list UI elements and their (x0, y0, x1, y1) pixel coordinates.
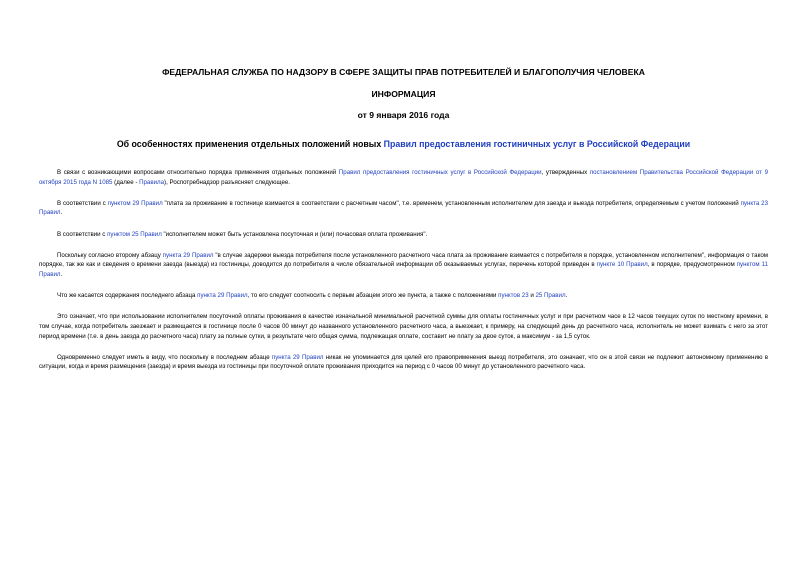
paragraph-text: В соответствии с (57, 230, 108, 238)
government-decree-link[interactable]: постановлением Правительства Российской Федерации от 9 октября 2015 года N 1085 (39, 169, 768, 186)
paragraph-6 (39, 312, 768, 341)
document-title (39, 138, 768, 150)
title-rules-link[interactable]: Правил предоставления гостиничных услуг в Российской Федерации (383, 139, 691, 149)
paragraph-text: В связи с возникающими вопросами относительно порядка применения отдельных положений (57, 169, 339, 176)
clause-29-link[interactable]: пункта 29 Правил (162, 251, 214, 259)
paragraph-text: "плата за проживание в гостинице взимается в соответствии с расчетным часом", т.е. временем, установленным исполнителем для заезда и выезда потребителя, определяемым с учетом положений (162, 199, 741, 207)
clause-25-link[interactable]: пунктом 25 Правил (107, 230, 162, 238)
document-date: от 9 января 2016 года (357, 110, 450, 120)
paragraph-5 (39, 291, 768, 301)
clause-11-link[interactable]: пунктом 11 Правил (39, 261, 768, 278)
paragraph-text: "исполнителем может быть установлена посуточная и (или) почасовая оплата проживания". (161, 230, 428, 238)
agency-heading: ФЕДЕРАЛЬНАЯ СЛУЖБА ПО НАДЗОРУ В СФЕРЕ ЗАЩИТЫ ПРАВ ПОТРЕБИТЕЛЕЙ И БЛАГОПОЛУЧИЯ ЧЕЛОВЕКА (162, 67, 645, 77)
paragraph-7 (39, 353, 768, 372)
clause-29-link[interactable]: пункта 29 Правил (197, 292, 248, 300)
paragraph-text: (далее - (112, 178, 140, 186)
paragraph-text: Что же касается содержания последнего абзаца (57, 292, 198, 300)
document-type-heading: ИНФОРМАЦИЯ (371, 89, 436, 99)
paragraph-text: ), Роспотребнадзор разъясняет следующее. (164, 178, 290, 186)
clause-23-link[interactable]: пункта 23 Правил (39, 199, 768, 217)
paragraph-text: , то его следует соотносить с первым абзацем этого же пункта, а также с положениями (247, 292, 499, 300)
paragraph-text: . (565, 292, 568, 300)
paragraph-text: . (60, 270, 63, 278)
clause-29-link[interactable]: пункта 29 Правил (271, 353, 324, 361)
paragraph-text: и (528, 292, 536, 300)
rules-link[interactable]: Правил предоставления гостиничных услуг в Российской Федерации (338, 169, 542, 176)
paragraph-text: Одновременно следует иметь в виду, что поскольку в последнем абзаце (57, 353, 272, 361)
paragraph-text: Поскольку согласно второму абзацу (57, 251, 163, 259)
paragraph-4 (39, 251, 768, 280)
paragraph-text: никак не упоминается для целей его правоприменения выезд потребителя, это означает, что он в этой связи не подлежит автономному применению в ситуации, когда и время размещения (заезда) и время выезда из гостиницы при посуточной оплате проживания приходится на период с 0 часов 00 минут до установленного расчетного часа. (39, 353, 768, 371)
clause-23-link[interactable]: пунктов 23 (498, 292, 529, 300)
clause-10-link[interactable]: пункте 10 Правил (596, 261, 648, 269)
paragraph-text: , в порядке, предусмотренном (647, 261, 737, 269)
paragraph-text: В соответствии с (57, 199, 108, 207)
paragraph-text: . (60, 209, 63, 217)
title-prefix: Об особенностях применения отдельных положений новых (116, 139, 384, 149)
paragraph-text: Это означает, что при использовании исполнителем посуточной оплаты проживания в качестве изначальной минимальной расчетной суммы для оплаты гостиничных услуг и при расчетном часе в 12 часов текущих суток по местному времени, в том случае, когда потребитель заезжает и размещается в гостинице после 0 часов 00 минут до названного установленного расчетного часа, а выезжает, к примеру, на следующий день до расчетного часа, исполнитель не может взимать с него за этот период времени (т.е. в день заезда до расчетного часа) плату за полные сутки, в результате чего общая сумма, подлежащая оплате, составит не плату за двое суток, а максимум - за 1,5 суток. (39, 313, 768, 340)
clause-29-link[interactable]: пунктом 29 Правил (107, 199, 163, 207)
clause-25-link[interactable]: 25 Правил (535, 292, 566, 300)
paragraph-3 (39, 230, 768, 240)
paragraph-text: , утвержденных (541, 169, 590, 176)
rules-short-link[interactable]: Правила (139, 178, 165, 186)
paragraph-text: "в случае задержки выезда потребителя после установленного расчетного часа плата за проживание взимается с потребителя в порядке, установленном исполнителем", информация о таком порядке, так же как и сведения о времени заезда (выезда) из гостиницы, доводится до потребителя в числе обязательной информации об оказываемых услугах, перечень которой приведен в (39, 251, 768, 269)
paragraph-2 (39, 199, 768, 218)
paragraph-1 (39, 168, 768, 187)
